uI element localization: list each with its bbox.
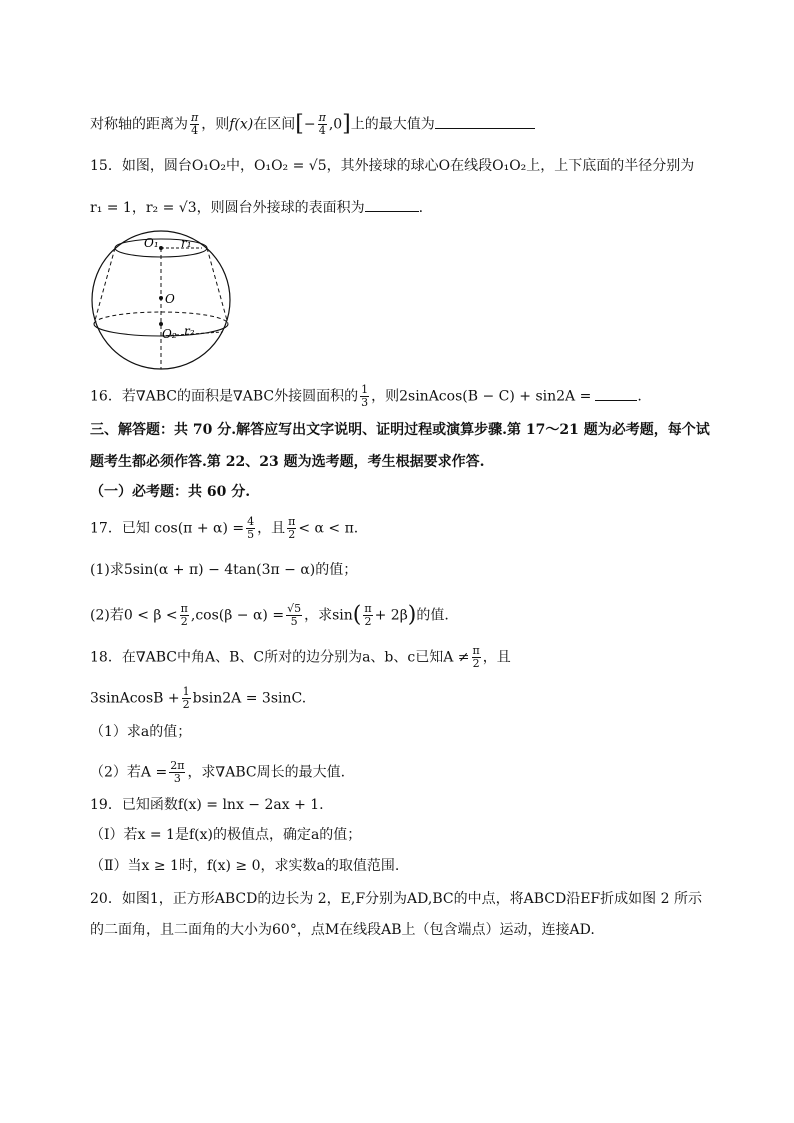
q18-p2-frac [169,760,185,785]
q15-line1 [90,156,704,176]
q18-eq-frac [182,686,191,711]
q14-func: f(x) [229,116,254,133]
section3-text-3: （一）必考题：共 60 分. [90,484,251,500]
q16-frac-den: 3 [361,396,369,409]
q14-right-bracket: ] [342,111,351,137]
q17-p2-frac-1 [180,603,189,628]
label-o1: O₁ [144,236,159,250]
q19-part2-text: （Ⅱ）当x ≥ 1时，f(x) ≥ 0，求实数a的取值范围. [90,858,400,874]
q14-frac-den: 4 [191,124,199,137]
point-o [159,296,163,300]
section3-text-2: 题考生都必须作答.第 22、23 题为选考题，考生根据要求作答. [90,454,485,470]
q17-p2-e: 的值. [416,607,449,624]
q18-eq-line [90,686,704,711]
q19-part1-text: （Ⅰ）若x = 1是f(x)的极值点，确定a的值； [90,827,362,843]
q17-right-paren: ) [407,602,417,628]
section3-line1 [90,420,710,440]
q19-part2-line [90,856,704,876]
frustum-sphere-figure [88,226,238,378]
q18-p2-num: 2π [170,759,185,772]
q17-stem-line [90,516,704,541]
q15-text-2a: r₁ = 1，r₂ = √3，则圆台外接球的表面积为 [90,200,365,216]
q18-eq-num: 1 [182,685,190,698]
q16-line [90,384,704,409]
q16-frac-num: 1 [361,383,369,396]
q17-left-paren: ( [352,602,362,628]
q16-answer-blank[interactable] [595,400,637,401]
q14-suffix: 上的最大值为 [350,116,435,133]
q15-line2 [90,198,704,218]
q18-eq-b: bsin2A = 3sinC. [192,690,307,707]
q14-fraction [190,112,199,137]
q18-p2-b: ，求∇ABC周长的最大值. [187,764,346,781]
q17-part1-line [90,560,704,580]
q17-p2-d: + 2β [374,607,408,624]
q16-fraction [360,384,369,409]
q14-int-neg: − [303,116,316,133]
section3-line2 [90,452,704,472]
q18-eq-den: 2 [182,698,190,711]
q17-stem-c: < α < π. [298,520,359,537]
q18-stem-a: 18．在∇ABC中角A、B、C所对的边分别为a、b、c已知A ≠ [90,649,470,666]
q18-stem-line [90,645,704,670]
q17-p2-den-2: 5 [290,615,298,628]
q14-frac-num: π [191,111,199,124]
q17-frac-1 [246,516,255,541]
q17-den-1: 5 [247,528,255,541]
q18-num-1: π [472,644,480,657]
q18-part1-line [90,722,704,742]
q17-p2-num-3: π [364,602,372,615]
q14-int-num: π [318,111,326,124]
q19-stem-line [90,795,704,815]
q19-stem-text: 19．已知函数f(x) = lnx − 2ax + 1. [90,797,324,813]
q20-text-1: 20．如图1，正方形ABCD的边长为 2，E,F分别为AD,BC的中点，将ABCD沿EF折成如图 2 所示 [90,891,702,907]
q18-part2-line [90,760,704,785]
point-o1 [159,246,163,250]
q14-answer-blank[interactable] [435,128,535,129]
q15-text-1: 15．如图，圆台O₁O₂中，O₁O₂ = √5，其外接球的球心O在线段O₁O₂上，上下底面的半径分别为 [90,158,695,174]
q16-text-prefix: 16．若∇ABC的面积是∇ABC外接圆面积的 [90,388,359,405]
q17-stem-b: ，且 [257,520,286,537]
q14-in-interval: 在区间 [253,116,296,133]
q14-text-mid: ，则 [201,116,230,133]
q17-part2-line [90,603,704,628]
q17-p2-num-2: √5 [287,602,302,615]
q18-part1-text: （1）求a的值； [90,724,192,740]
q20-text-2: 的二面角，且二面角的大小为60°，点M在线段AB上（包含端点）运动，连接AD. [90,922,595,938]
section3-text-1: 三、解答题：共 70 分.解答应写出文字说明、证明过程或演算步骤.第 17～21 题为必考题，每个试 [90,422,710,438]
label-r1: r₁ [181,236,192,250]
q18-den-1: 2 [472,657,480,670]
section3-line3 [90,482,704,502]
q17-den-2: 2 [288,528,296,541]
point-o2 [159,322,163,326]
q19-part1-line [90,825,704,845]
q14-interval-fraction [318,112,327,137]
q17-p2-den-1: 2 [180,615,188,628]
q14-left-bracket: [ [295,111,304,137]
q16-text-suffix: . [637,388,642,405]
q17-p2-c: ，求sin [304,607,353,624]
q17-p2-b: ,cos(β − α) = [190,607,285,624]
q18-eq-a: 3sinAcosB + [90,690,180,707]
q20-line2 [90,920,704,940]
q18-frac-1 [472,645,481,670]
q17-p2-a: (2)若0 < β < [90,607,178,624]
q17-num-2: π [288,515,296,528]
q20-line1 [90,889,704,909]
q18-p2-den: 3 [173,772,181,785]
q17-p2-frac-2 [286,603,302,628]
q17-part1-text: (1)求5sin(α + π) − 4tan(3π − α)的值； [90,562,358,578]
q17-num-1: 4 [247,515,255,528]
q15-text-2b: . [418,200,424,216]
label-o: O [165,292,175,306]
q14-int-den: 4 [318,124,326,137]
label-o2: O₂ [162,327,177,341]
q14-int-end: ,0 [328,116,343,133]
q17-stem-a: 17．已知 cos(π + α) = [90,520,245,537]
q18-p2-a: （2）若A = [90,764,168,781]
q15-answer-blank[interactable] [365,211,419,212]
q18-stem-b: ，且 [482,649,511,666]
q14-text-prefix: 对称轴的距离为 [90,116,188,133]
q16-text-mid: ，则2sinAcos(B − C) + sin2A = [371,388,592,405]
q17-p2-den-3: 2 [364,615,372,628]
q14-tail-line [90,112,704,137]
q17-frac-2 [287,516,296,541]
q17-p2-num-1: π [180,602,188,615]
q17-p2-frac-3 [363,603,372,628]
label-r2: r₂ [184,324,195,338]
